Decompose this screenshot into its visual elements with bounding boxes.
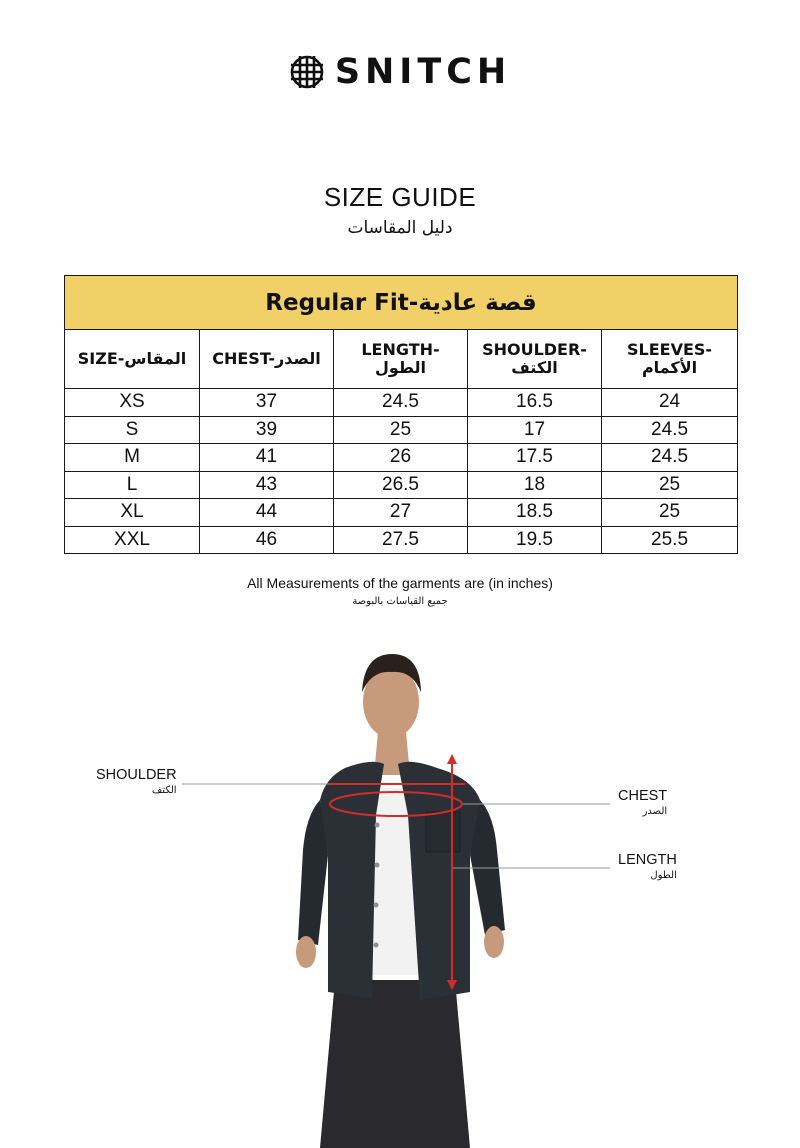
jacket-button xyxy=(375,823,380,828)
chest-pocket xyxy=(426,812,460,852)
fit-label: Regular Fit-قصة عادية xyxy=(65,276,738,330)
jacket-button xyxy=(375,863,380,868)
jeans-shape xyxy=(320,980,470,1148)
measurement-note: All Measurements of the garments are (in inches) xyxy=(247,575,553,591)
fit-header-row xyxy=(65,276,738,330)
hand-right xyxy=(484,926,504,958)
table-row xyxy=(65,499,738,527)
length-label xyxy=(618,852,677,883)
cell-size: M xyxy=(65,444,200,472)
chest-label-ar: الصدر xyxy=(642,806,668,817)
length-label-ar: الطول xyxy=(650,870,677,881)
brand-name: SNITCH xyxy=(334,51,512,92)
measurement-figure xyxy=(0,640,800,1148)
column-header-row xyxy=(65,330,738,389)
length-label-en: LENGTH xyxy=(618,852,677,868)
cell-chest: 41 xyxy=(200,444,334,472)
length-arrow-top xyxy=(447,754,457,764)
table-row xyxy=(65,416,738,444)
cell-length: 26.5 xyxy=(334,471,468,499)
cell-size: XXL xyxy=(65,526,200,554)
cell-length: 27.5 xyxy=(334,526,468,554)
cell-sleeves: 25 xyxy=(602,499,738,527)
column-header-shoulder: SHOULDER- الكتف xyxy=(468,330,602,389)
page-title: SIZE GUIDE xyxy=(323,182,477,212)
cell-size: XS xyxy=(65,389,200,417)
column-header-size: SIZE-المقاس xyxy=(65,330,200,389)
shoulder-label xyxy=(96,767,177,798)
cell-shoulder: 16.5 xyxy=(468,389,602,417)
model-illustration xyxy=(0,640,800,1148)
table-row xyxy=(65,444,738,472)
cell-length: 25 xyxy=(334,416,468,444)
grid-hash-icon xyxy=(289,54,325,90)
cell-chest: 46 xyxy=(200,526,334,554)
cell-length: 27 xyxy=(334,499,468,527)
shoulder-label-ar: الكتف xyxy=(151,785,177,796)
cell-chest: 37 xyxy=(200,389,334,417)
column-header-length: LENGTH-الطول xyxy=(334,330,468,389)
cell-shoulder: 19.5 xyxy=(468,526,602,554)
chest-label-en: CHEST xyxy=(618,788,668,804)
table-row xyxy=(65,471,738,499)
measurement-note-arabic: جميع القياسات بالبوصة xyxy=(352,596,448,607)
cell-shoulder: 17.5 xyxy=(468,444,602,472)
column-header-chest: CHEST-الصدر xyxy=(200,330,334,389)
page-title-arabic: دليل المقاسات xyxy=(347,218,453,238)
table-row xyxy=(65,526,738,554)
cell-sleeves: 24.5 xyxy=(602,444,738,472)
size-table xyxy=(64,275,738,554)
jacket-button xyxy=(374,943,379,948)
jacket-button xyxy=(374,903,379,908)
shoulder-label-en: SHOULDER xyxy=(96,767,177,783)
cell-length: 24.5 xyxy=(334,389,468,417)
hand-left xyxy=(296,936,316,968)
cell-shoulder: 17 xyxy=(468,416,602,444)
cell-size: XL xyxy=(65,499,200,527)
cell-chest: 44 xyxy=(200,499,334,527)
cell-shoulder: 18.5 xyxy=(468,499,602,527)
cell-chest: 39 xyxy=(200,416,334,444)
cell-sleeves: 25 xyxy=(602,471,738,499)
cell-length: 26 xyxy=(334,444,468,472)
table-row xyxy=(65,389,738,417)
cell-sleeves: 24 xyxy=(602,389,738,417)
column-header-sleeves: SLEEVES- الأكمام xyxy=(602,330,738,389)
cell-sleeves: 25.5 xyxy=(602,526,738,554)
cell-size: L xyxy=(65,471,200,499)
brand-header xyxy=(0,50,800,94)
cell-shoulder: 18 xyxy=(468,471,602,499)
cell-chest: 43 xyxy=(200,471,334,499)
chest-label xyxy=(618,788,667,819)
cell-size: S xyxy=(65,416,200,444)
cell-sleeves: 24.5 xyxy=(602,416,738,444)
